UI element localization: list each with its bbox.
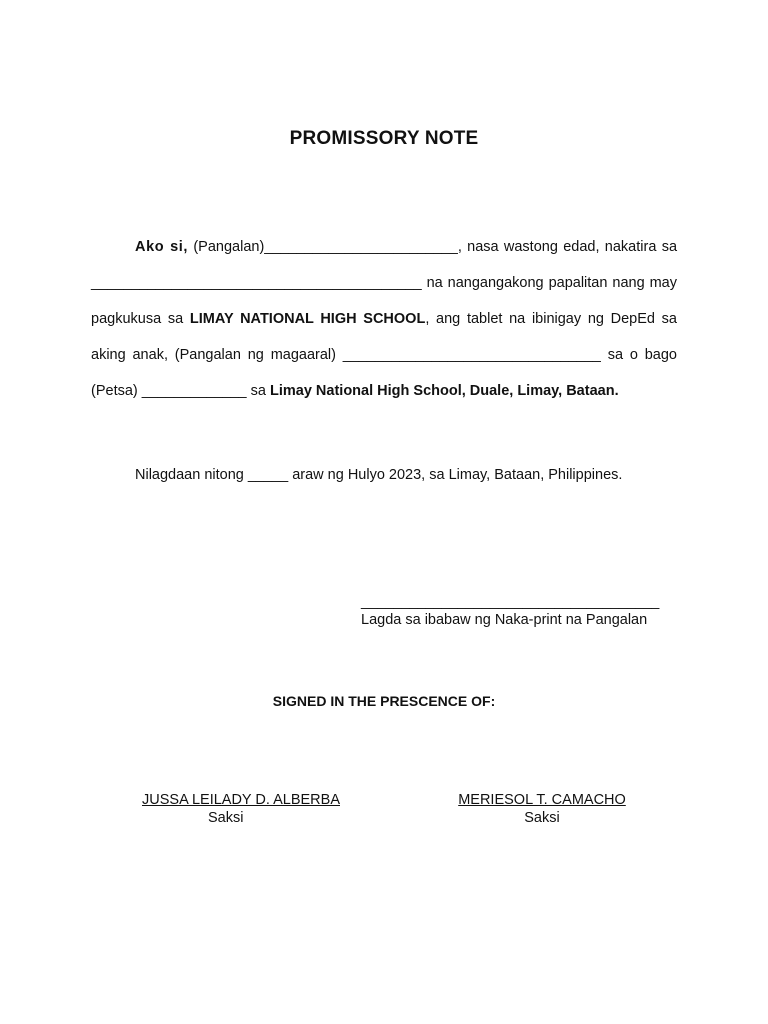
witness-1: [137, 791, 345, 827]
signature-block: [361, 593, 659, 629]
witness-1-name: JUSSA LEILADY D. ALBERBA: [142, 792, 340, 808]
promissory-paragraph: [91, 229, 677, 409]
witness-2: [453, 791, 631, 827]
school-name-caps: LIMAY NATIONAL HIGH SCHOOL: [189, 311, 426, 327]
document-title: PROMISSORY NOTE: [289, 128, 479, 149]
ako-si-label: Ako si,: [135, 239, 189, 255]
presence-heading: SIGNED IN THE PRESCENCE OF:: [272, 693, 496, 709]
school-address: Limay National High School, Duale, Limay, Bataan.: [269, 383, 619, 399]
signed-date-line: Nilagdaan nitong _____ araw ng Hulyo 2023, sa Limay, Bataan, Philippines.: [135, 467, 623, 483]
signature-line: _____________________________________: [361, 594, 660, 610]
paragraph-part-2: , ang tablet na ibinigay ng DepEd sa aking anak, (Pangalan ng magaaral) ________________________________ sa o bago (Petsa) _____________ sa: [91, 311, 677, 399]
witness-2-role: Saksi: [524, 810, 560, 826]
paragraph-part-1: (Pangalan)________________________, nasa wastong edad, nakatira sa _________________________________________ na nangangakong papalitan nang may pagkukusa sa: [91, 239, 678, 327]
signature-caption: Lagda sa ibabaw ng Naka-print na Pangalan: [361, 612, 648, 628]
witness-1-role: Saksi: [208, 810, 244, 826]
witness-2-name: MERIESOL T. CAMACHO: [458, 792, 626, 808]
